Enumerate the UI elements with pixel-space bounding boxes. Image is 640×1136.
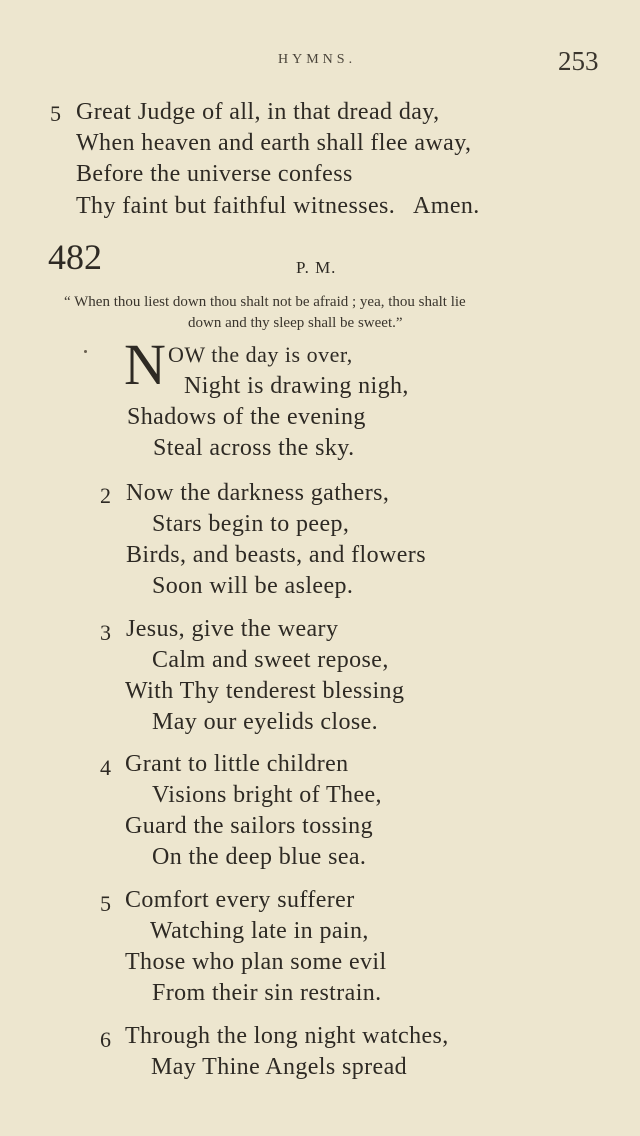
ink-speck: [84, 350, 87, 353]
verse-6-line-2: May Thine Angels spread: [151, 1054, 408, 1080]
verse-6-number: 6: [100, 1027, 111, 1052]
hymn-meter: P. M.: [296, 258, 337, 277]
verse-5-line-3: Those who plan some evil: [125, 949, 387, 975]
previous-verse-number: 5: [50, 101, 61, 126]
previous-verse-line-1: Great Judge of all, in that dread day,: [76, 99, 440, 125]
page-number: 253: [558, 46, 599, 76]
verse-1-line-3: Shadows of the evening: [127, 404, 366, 430]
verse-2-line-1: Now the darkness gathers,: [126, 480, 390, 506]
hymn-number: 482: [48, 237, 102, 277]
epigraph-line-1: “ When thou liest down thou shalt not be afraid ; yea, thou shalt lie: [64, 294, 466, 310]
verse-5-line-1: Comfort every sufferer: [125, 887, 355, 913]
verse-5-number: 5: [100, 891, 111, 916]
verse-3-line-1: Jesus, give the weary: [126, 616, 339, 642]
verse-3-line-2: Calm and sweet repose,: [152, 647, 389, 673]
verse-1-line-1: OW the day is over,: [168, 342, 353, 367]
verse-2-number: 2: [100, 483, 111, 508]
previous-verse-line-3: Before the universe confess: [76, 161, 353, 187]
verse-4-number: 4: [100, 755, 111, 780]
verse-4-line-3: Guard the sailors tossing: [125, 813, 373, 839]
verse-1-line-2: Night is drawing nigh,: [184, 373, 409, 399]
verse-2-line-4: Soon will be asleep.: [152, 573, 354, 599]
verse-2-line-2: Stars begin to peep,: [152, 511, 350, 537]
verse-6-line-1: Through the long night watches,: [125, 1023, 449, 1049]
verse-3-line-4: May our eyelids close.: [152, 709, 379, 735]
drop-cap: N: [124, 332, 166, 397]
verse-4-line-1: Grant to little children: [125, 751, 349, 777]
running-head: HYMNS.: [278, 52, 357, 67]
verse-4-line-4: On the deep blue sea.: [152, 844, 367, 870]
verse-2-line-3: Birds, and beasts, and flowers: [126, 542, 426, 568]
verse-5-line-2: Watching late in pain,: [150, 918, 369, 944]
verse-3-number: 3: [100, 620, 111, 645]
previous-verse-line-4: Thy faint but faithful witnesses. Amen.: [76, 193, 480, 219]
verse-3-line-3: With Thy tenderest blessing: [125, 678, 405, 704]
previous-verse-line-2: When heaven and earth shall flee away,: [76, 130, 472, 156]
verse-1-line-4: Steal across the sky.: [153, 435, 355, 461]
verse-4-line-2: Visions bright of Thee,: [152, 782, 382, 808]
epigraph-line-2: down and thy sleep shall be sweet.”: [188, 315, 403, 331]
verse-5-line-4: From their sin restrain.: [152, 980, 382, 1006]
